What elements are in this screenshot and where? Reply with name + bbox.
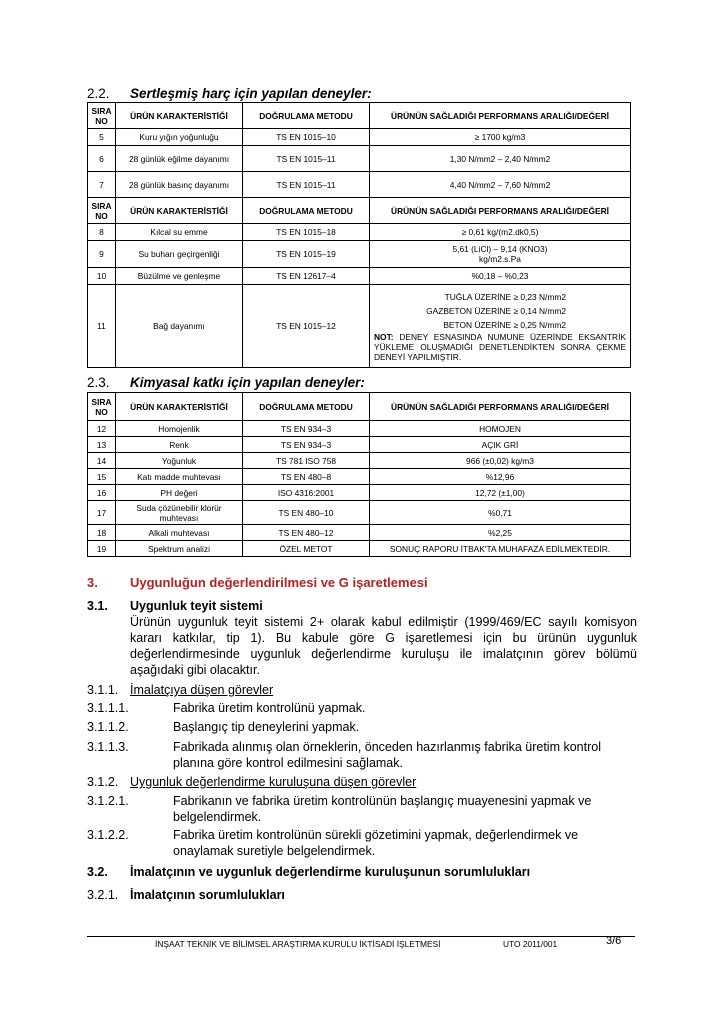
row-characteristic: Su buharı geçirgenliği [116, 241, 243, 268]
row-characteristic: Suda çözünebilir klorür muhtevası [116, 501, 243, 525]
footer-organization: İNŞAAT TEKNİK VE BİLİMSEL ARAŞTIRMA KURULU İKTİSADİ İŞLETMESİ [155, 939, 441, 949]
row-method: TS EN 12617–4 [243, 268, 370, 285]
performance-line: TUĞLA ÜZERİNE ≥ 0,23 N/mm2 [444, 292, 566, 302]
row-method: TS EN 1015–10 [243, 129, 370, 146]
row-method: TS EN 480–12 [243, 525, 370, 541]
item-text: Fabrika üretim kontrolünün sürekli gözetimini yapmak, değerlendirmek ve onaylamak suretiyle belgelendirmek. [173, 828, 579, 858]
row-no: 9 [88, 241, 116, 268]
item-number: 3.1.2.1. [87, 794, 129, 808]
row-method: TS EN 480–8 [243, 469, 370, 485]
header-no: SIRA NO [88, 103, 116, 129]
header-performance: ÜRÜNÜN SAĞLADIĞI PERFORMANS ARALIĞI/DEĞERİ [370, 198, 631, 224]
row-characteristic: 28 günlük eğilme dayanımı [116, 146, 243, 172]
header-no: SIRA NO [88, 393, 116, 421]
hardened-mortar-tests-table [87, 102, 631, 368]
section-3-number: 3. [87, 575, 98, 590]
table-row [88, 224, 631, 241]
section-2-2-number: 2.2. [87, 86, 110, 101]
row-no: 17 [88, 501, 116, 525]
row-no: 8 [88, 224, 116, 241]
row-no: 14 [88, 453, 116, 469]
table-row [88, 285, 631, 368]
header-method: DOĞRULAMA METODU [243, 393, 370, 421]
row-method: TS EN 934–3 [243, 421, 370, 437]
table-header-row [88, 198, 631, 224]
row-performance: %2,25 [370, 525, 631, 541]
row-characteristic: Yoğunluk [116, 453, 243, 469]
row-performance: ≥ 0,61 kg/(m2.dk0,5) [370, 224, 631, 241]
row-characteristic: Bağ dayanımı [116, 285, 243, 368]
section-2-3-title: Kimyasal katkı için yapılan deneyler: [130, 375, 365, 390]
row-method: TS EN 480–10 [243, 501, 370, 525]
section-3-2-1-title: İmalatçının sorumlulukları [130, 888, 285, 902]
section-3-1-1-number: 3.1.1. [87, 683, 119, 697]
row-performance: %0,71 [370, 501, 631, 525]
table-row [88, 501, 631, 525]
header-performance: ÜRÜNÜN SAĞLADIĞI PERFORMANS ARALIĞI/DEĞERİ [370, 103, 631, 129]
row-no: 16 [88, 485, 116, 501]
table-row [88, 421, 631, 437]
row-characteristic: 28 günlük basınç dayanımı [116, 172, 243, 198]
row-no: 19 [88, 541, 116, 557]
row-method: TS EN 934–3 [243, 437, 370, 453]
table-row [88, 453, 631, 469]
performance-line: 5,61 (LiCl) – 9,14 (KNO3) [452, 244, 548, 254]
row-no: 6 [88, 146, 116, 172]
row-no: 7 [88, 172, 116, 198]
row-characteristic: Büzülme ve genleşme [116, 268, 243, 285]
row-characteristic: PH değeri [116, 485, 243, 501]
table-row [88, 485, 631, 501]
row-characteristic: Alkali muhtevası [116, 525, 243, 541]
row-characteristic: Katı madde muhtevası [116, 469, 243, 485]
header-performance: ÜRÜNÜN SAĞLADIĞI PERFORMANS ARALIĞI/DEĞERİ [370, 393, 631, 421]
header-characteristic: ÜRÜN KARAKTERİSTİĞİ [116, 198, 243, 224]
section-2-2-title: Sertleşmiş harç için yapılan deneyler: [130, 86, 372, 101]
section-3-1-paragraph: Ürünün uygunluk teyit sistemi 2+ olarak kabul edilmiştir (1999/469/EC sayılı komisyon kararı katkılar, tip 1). Bu kabule göre G işaretlemesi için bu ürünün uygunluk değerlendirmesinde uygunluk değerlendirme kuruluşu ile imalatçının görev bölümü aşağıdaki gibi olacaktır. [130, 615, 637, 677]
row-no: 12 [88, 421, 116, 437]
section-3-1-number: 3.1. [87, 599, 108, 613]
section-3-title: Uygunluğun değerlendirilmesi ve G işaretlemesi [130, 575, 428, 590]
row-method: TS EN 1015–18 [243, 224, 370, 241]
section-3-1-2-number: 3.1.2. [87, 775, 119, 789]
row-performance: 12,72 (±1,00) [370, 485, 631, 501]
header-no: SIRA NO [88, 198, 116, 224]
row-performance [370, 241, 631, 268]
performance-line: GAZBETON ÜZERİNE ≥ 0,14 N/mm2 [426, 306, 566, 316]
row-method: TS EN 1015–19 [243, 241, 370, 268]
row-method: ISO 4316:2001 [243, 485, 370, 501]
row-no: 5 [88, 129, 116, 146]
row-performance: 966 (±0,02) kg/m3 [370, 453, 631, 469]
footer-page-number: 3/6 [606, 935, 622, 947]
row-performance: SONUÇ RAPORU İTBAK'TA MUHAFAZA EDİLMEKTEDİR. [370, 541, 631, 557]
table-row [88, 146, 631, 172]
header-characteristic: ÜRÜN KARAKTERİSTİĞİ [116, 393, 243, 421]
header-method: DOĞRULAMA METODU [243, 103, 370, 129]
item-number: 3.1.1.3. [87, 740, 129, 754]
item-text: Fabrika üretim kontrolünü yapmak. [173, 701, 366, 715]
row-performance: 4,40 N/mm2 – 7,60 N/mm2 [370, 172, 631, 198]
chemical-admixture-tests-table [87, 392, 631, 557]
section-3-1-1-title: İmalatçıya düşen görevler [130, 683, 274, 697]
row-method: ÖZEL METOT [243, 541, 370, 557]
performance-line: BETON ÜZERİNE ≥ 0,25 N/mm2 [443, 320, 566, 330]
test-note [374, 332, 626, 362]
row-performance: %0,18 – %0,23 [370, 268, 631, 285]
section-3-2-title: İmalatçının ve uygunluk değerlendirme kuruluşunun sorumlulukları [130, 865, 531, 879]
row-characteristic: Kılcal su emme [116, 224, 243, 241]
row-characteristic: Renk [116, 437, 243, 453]
row-method: TS 781 ISO 758 [243, 453, 370, 469]
note-text: DENEY ESNASINDA NUMUNE ÜZERİNDE EKSANTRİK YÜKLEME OLUŞMADIĞI DENETLENDİKTEN SONRA ÇEKME DENEYİ YAPILMIŞTIR. [374, 332, 627, 362]
table-row [88, 172, 631, 198]
row-method: TS EN 1015–11 [243, 172, 370, 198]
table-row [88, 437, 631, 453]
row-no: 10 [88, 268, 116, 285]
row-performance [370, 285, 631, 368]
row-no: 13 [88, 437, 116, 453]
item-text: Fabrikada alınmış olan örneklerin, önceden hazırlanmış fabrika üretim kontrol planına göre kontrol edilmesini sağlamak. [173, 740, 601, 770]
item-number: 3.1.2.2. [87, 828, 129, 842]
table-row [88, 268, 631, 285]
section-3-1-title: Uygunluk teyit sistemi [130, 599, 263, 613]
row-characteristic: Homojenlik [116, 421, 243, 437]
table-header-row [88, 393, 631, 421]
row-characteristic: Kuru yığın yoğunluğu [116, 129, 243, 146]
table-row [88, 525, 631, 541]
row-performance: %12,96 [370, 469, 631, 485]
row-no: 15 [88, 469, 116, 485]
footer-document-code: UTO 2011/001 [503, 939, 558, 949]
note-label: NOT: [374, 332, 394, 342]
item-number: 3.1.1.1. [87, 701, 129, 715]
item-text: Fabrikanın ve fabrika üretim kontrolünün başlangıç muayenesini yapmak ve belgelendirmek. [173, 794, 592, 824]
table-row [88, 469, 631, 485]
footer-divider [87, 936, 635, 937]
table-row [88, 241, 631, 268]
performance-line: kg/m2.s.Pa [479, 254, 521, 264]
section-2-3-number: 2.3. [87, 375, 110, 390]
row-performance: AÇIK GRİ [370, 437, 631, 453]
row-method: TS EN 1015–11 [243, 146, 370, 172]
item-text: Başlangıç tip deneylerini yapmak. [173, 720, 360, 734]
section-3-1-2-title: Uygunluk değerlendirme kuruluşuna düşen görevler [130, 775, 417, 789]
header-method: DOĞRULAMA METODU [243, 198, 370, 224]
row-no: 18 [88, 525, 116, 541]
row-performance: ≥ 1700 kg/m3 [370, 129, 631, 146]
row-performance: 1,30 N/mm2 – 2,40 N/mm2 [370, 146, 631, 172]
section-3-2-number: 3.2. [87, 865, 108, 879]
item-number: 3.1.1.2. [87, 720, 129, 734]
row-characteristic: Spektrum analizi [116, 541, 243, 557]
section-3-2-1-number: 3.2.1. [87, 888, 119, 902]
table-header-row [88, 103, 631, 129]
row-performance: HOMOJEN [370, 421, 631, 437]
header-characteristic: ÜRÜN KARAKTERİSTİĞİ [116, 103, 243, 129]
row-no: 11 [88, 285, 116, 368]
table-row [88, 541, 631, 557]
row-method: TS EN 1015–12 [243, 285, 370, 368]
table-row [88, 129, 631, 146]
